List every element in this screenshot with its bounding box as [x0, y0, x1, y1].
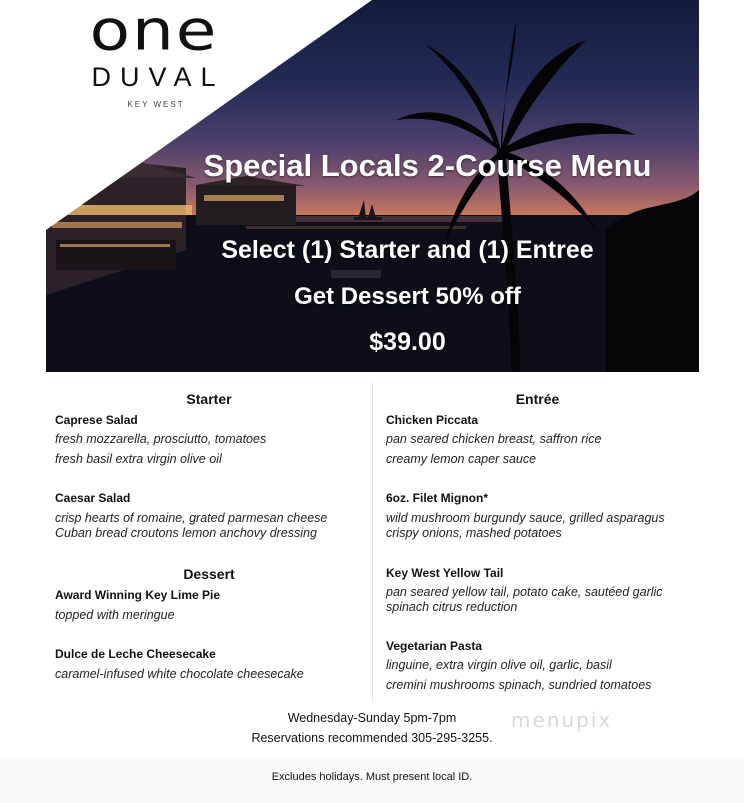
column-divider — [372, 382, 373, 702]
menu-price: $39.00 — [369, 328, 446, 356]
entree-item-desc: linguine, extra virgin olive oil, garlic, basil — [386, 658, 612, 672]
entree-item-name: Vegetarian Pasta — [386, 639, 483, 653]
reservations-info: Reservations recommended 305-295-3255. — [251, 731, 493, 745]
service-hours: Wednesday-Sunday 5pm-7pm — [287, 711, 457, 725]
select-instruction: Select (1) Starter and (1) Entree — [221, 236, 594, 264]
entree-item-desc: creamy lemon caper sauce — [386, 452, 537, 466]
entree-item-name: 6oz. Filet Mignon* — [386, 491, 488, 505]
dessert-heading: Dessert — [183, 566, 235, 582]
dessert-item-desc: topped with meringue — [55, 608, 175, 622]
entree-item-desc: crispy onions, mashed potatoes — [386, 526, 562, 540]
entree-item-name: Key West Yellow Tail — [386, 566, 504, 580]
watermark-text: menupix — [511, 708, 613, 732]
logo-one-text: one — [89, 0, 219, 64]
logo-location-text: KEY WEST — [127, 100, 185, 109]
entree-item-desc: spinach citrus reduction — [386, 600, 518, 614]
starter-item-desc: fresh basil extra virgin olive oil — [55, 452, 222, 466]
entree-heading: Entrée — [515, 391, 560, 407]
starter-item-desc: crisp hearts of romaine, grated parmesan cheese — [55, 511, 328, 525]
dessert-item-name: Award Winning Key Lime Pie — [55, 588, 221, 602]
starter-item-desc: Cuban bread croutons lemon anchovy dressing — [55, 526, 317, 540]
starter-item-name: Caprese Salad — [55, 413, 138, 427]
entree-item-desc: pan seared yellow tail, potato cake, sautéed garlic — [386, 585, 663, 599]
entree-item-desc: wild mushroom burgundy sauce, grilled asparagus — [386, 511, 665, 525]
starter-item-name: Caesar Salad — [55, 491, 131, 505]
starter-item-desc: fresh mozzarella, prosciutto, tomatoes — [55, 432, 267, 446]
entree-item-desc: pan seared chicken breast, saffron rice — [386, 432, 602, 446]
entree-item-name: Chicken Piccata — [386, 413, 479, 427]
logo-duval-text: DUVAL — [91, 62, 225, 92]
restrictions-note: Excludes holidays. Must present local ID. — [271, 771, 473, 783]
starter-heading: Starter — [186, 391, 232, 407]
entree-item-desc: cremini mushrooms spinach, sundried tomatoes — [386, 678, 652, 692]
dessert-item-desc: caramel-infused white chocolate cheesecake — [55, 667, 304, 681]
dessert-offer: Get Dessert 50% off — [294, 283, 521, 310]
menu-title: Special Locals 2-Course Menu — [203, 148, 652, 183]
dessert-item-name: Dulce de Leche Cheesecake — [55, 647, 216, 661]
restaurant-logo — [54, 2, 254, 109]
